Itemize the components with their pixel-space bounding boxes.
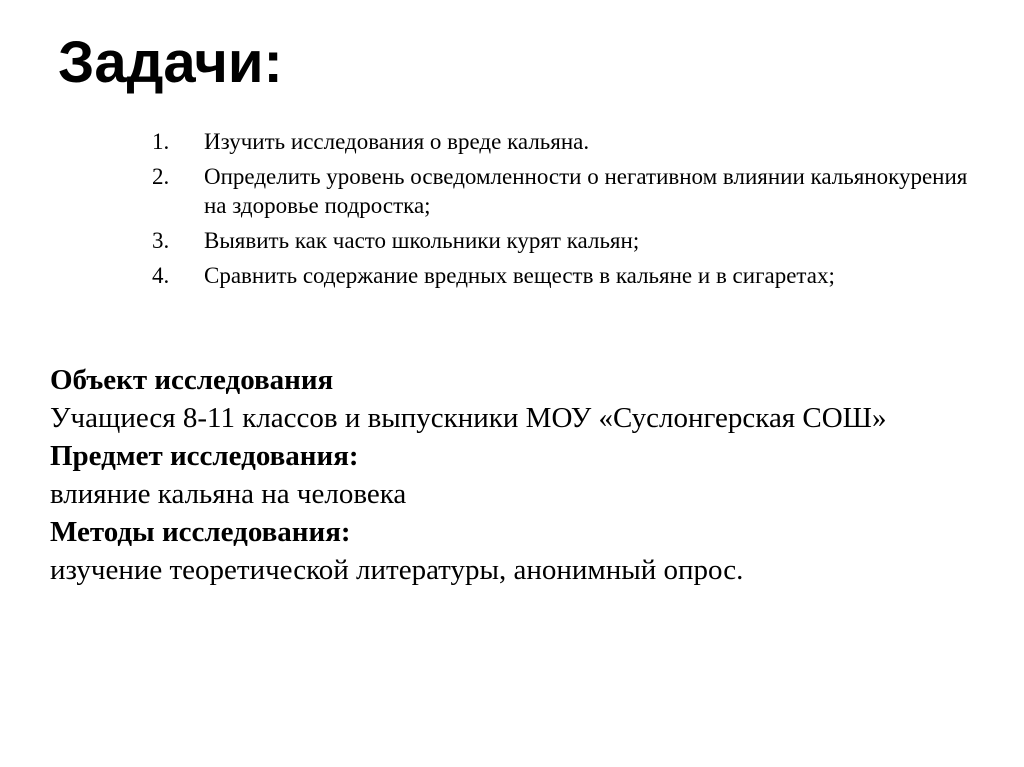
task-text: Выявить как часто школьники курят кальян;: [204, 228, 640, 253]
methods-value: изучение теоретической литературы, анонимный опрос.: [50, 554, 744, 586]
task-item: [152, 127, 972, 156]
object-heading: Объект исследования: [50, 364, 334, 396]
task-item: [152, 162, 972, 220]
subject-value: влияние кальяна на человека: [50, 478, 407, 510]
task-number: 3.: [152, 228, 170, 253]
task-text: Изучить исследования о вреде кальяна.: [204, 129, 590, 154]
tasks-list: [152, 127, 972, 296]
research-section: [50, 361, 980, 589]
methods-heading: Методы исследования:: [50, 516, 351, 548]
task-number: 2.: [152, 164, 170, 189]
subject-heading: Предмет исследования:: [50, 440, 359, 472]
task-number: 4.: [152, 263, 170, 288]
slide-title: Задачи:: [58, 30, 283, 95]
task-item: [152, 261, 972, 290]
object-value: Учащиеся 8-11 классов и выпускники МОУ «Суслонгерская СОШ»: [50, 402, 887, 434]
task-text: Сравнить содержание вредных веществ в кальяне и в сигаретах;: [204, 263, 835, 288]
task-text: Определить уровень осведомленности о негативном влиянии кальянокурения на здоровье подростка;: [204, 164, 968, 218]
task-item: [152, 226, 972, 255]
task-number: 1.: [152, 129, 170, 154]
